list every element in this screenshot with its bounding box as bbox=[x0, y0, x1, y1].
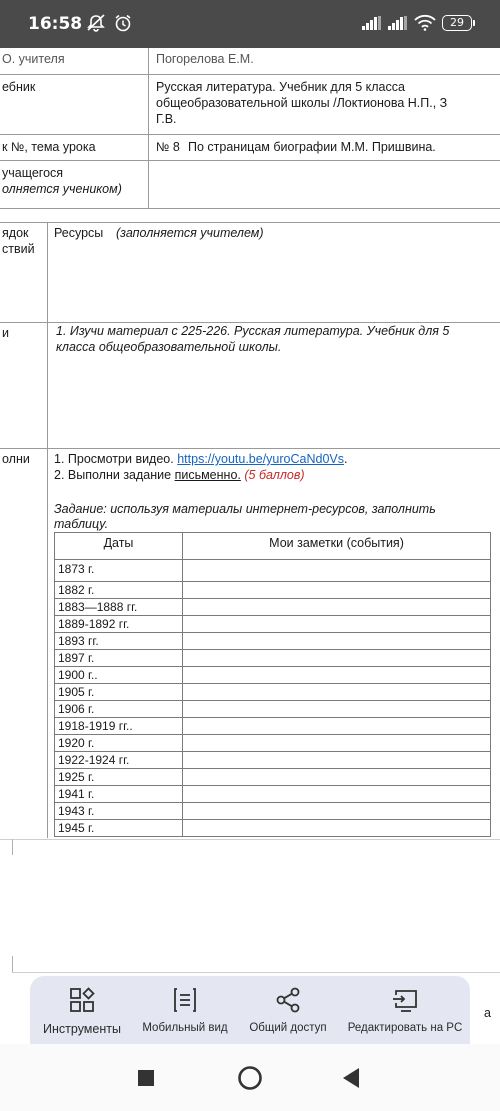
step2-label: олни bbox=[2, 452, 30, 466]
notes-cell[interactable] bbox=[183, 650, 491, 667]
mobile-view-label: Мобильный вид bbox=[142, 1022, 228, 1034]
column-header-notes: Мои заметки (события) bbox=[183, 533, 491, 560]
document-view[interactable] bbox=[0, 48, 500, 1020]
status-time: 16:58 bbox=[28, 14, 83, 34]
edge-letter: а bbox=[484, 1006, 491, 1020]
student-label-line1: учащегося bbox=[2, 166, 64, 180]
edit-on-pc-icon bbox=[391, 986, 419, 1014]
table-row: 1945 г. bbox=[55, 820, 491, 837]
notes-cell[interactable] bbox=[183, 786, 491, 803]
tools-label: Инструменты bbox=[43, 1022, 121, 1036]
lesson-label: к №, тема урока bbox=[2, 140, 96, 154]
step1-label: и bbox=[2, 326, 9, 340]
dates-table bbox=[54, 532, 491, 837]
edit-on-pc-label: Редактировать на PC bbox=[347, 1022, 463, 1034]
share-button[interactable] bbox=[236, 976, 340, 1044]
task-text-line1: Задание: используя материалы интернет-ресурсов, заполнить bbox=[54, 502, 436, 516]
resources-label: Ресурсы bbox=[54, 226, 104, 240]
points-badge: (5 баллов) bbox=[244, 468, 305, 482]
table-row: 1918-1919 гг.. bbox=[55, 718, 491, 735]
back-icon[interactable] bbox=[343, 1068, 359, 1093]
notes-cell[interactable] bbox=[183, 616, 491, 633]
table-row: 1889-1892 гг. bbox=[55, 616, 491, 633]
mobile-view-icon bbox=[171, 986, 199, 1014]
table-row: 1922-1924 гг. bbox=[55, 752, 491, 769]
table-row: 1883—1888 гг. bbox=[55, 599, 491, 616]
edit-on-pc-button[interactable] bbox=[340, 976, 470, 1044]
textbook-value-line3: Г.В. bbox=[156, 112, 177, 126]
table-row: 1900 г.. bbox=[55, 667, 491, 684]
notes-cell[interactable] bbox=[183, 667, 491, 684]
lesson-topic: По страницам биографии М.М. Пришвина. bbox=[188, 140, 436, 154]
share-icon bbox=[274, 986, 302, 1014]
share-label: Общий доступ bbox=[249, 1022, 327, 1034]
table-row: 1925 г. bbox=[55, 769, 491, 786]
table-row: 1893 гг. bbox=[55, 633, 491, 650]
table-row: 1905 г. bbox=[55, 684, 491, 701]
table-row: 1897 г. bbox=[55, 650, 491, 667]
recent-apps-icon[interactable] bbox=[138, 1070, 154, 1091]
teacher-value: Погорелова Е.М. bbox=[156, 52, 254, 66]
table-row: 1873 г. bbox=[55, 560, 491, 582]
notes-cell[interactable] bbox=[183, 820, 491, 837]
navigation-bar bbox=[0, 1044, 500, 1111]
textbook-label: ебник bbox=[2, 80, 36, 94]
lesson-number: № 8 bbox=[156, 140, 180, 154]
notes-cell[interactable] bbox=[183, 582, 491, 599]
notes-cell[interactable] bbox=[183, 718, 491, 735]
step1-text-line2: класса общеобразовательной школы. bbox=[56, 340, 282, 354]
table-row: 1882 г. bbox=[55, 582, 491, 599]
mute-icon bbox=[86, 14, 106, 37]
student-label-line2: олняется учеником) bbox=[2, 182, 122, 196]
bottom-toolbar bbox=[30, 976, 470, 1044]
step2-line1: 1. Просмотри видео. https://youtu.be/yuroCaNd0Vs. bbox=[54, 452, 348, 466]
column-header-dates: Даты bbox=[55, 533, 183, 560]
status-bar bbox=[0, 0, 500, 48]
tools-grid-icon bbox=[68, 986, 96, 1014]
step2-line2: 2. Выполни задание письменно. (5 баллов) bbox=[54, 468, 305, 482]
notes-cell[interactable] bbox=[183, 752, 491, 769]
tools-button[interactable] bbox=[30, 976, 134, 1044]
notes-cell[interactable] bbox=[183, 633, 491, 650]
task-text-line2: таблицу. bbox=[54, 517, 109, 531]
order-label-line2: ствий bbox=[2, 242, 35, 256]
step1-text-line1: 1. Изучи материал с 225-226. Русская литература. Учебник для 5 bbox=[56, 324, 450, 338]
cell-signal-2-icon bbox=[388, 16, 408, 30]
cell-signal-icon bbox=[362, 16, 382, 30]
order-label-line1: ядок bbox=[2, 226, 29, 240]
teacher-label: О. учителя bbox=[2, 52, 65, 66]
mobile-view-button[interactable] bbox=[134, 976, 236, 1044]
video-link[interactable]: https://youtu.be/yuroCaNd0Vs bbox=[177, 452, 344, 466]
notes-cell[interactable] bbox=[183, 599, 491, 616]
table-row: 1941 г. bbox=[55, 786, 491, 803]
home-icon[interactable] bbox=[237, 1065, 263, 1096]
notes-cell[interactable] bbox=[183, 701, 491, 718]
notes-cell[interactable] bbox=[183, 769, 491, 786]
alarm-icon bbox=[114, 14, 132, 37]
wifi-icon bbox=[414, 15, 436, 36]
table-row: 1906 г. bbox=[55, 701, 491, 718]
notes-cell[interactable] bbox=[183, 803, 491, 820]
textbook-value-line1: Русская литература. Учебник для 5 класса bbox=[156, 80, 405, 94]
table-row: 1943 г. bbox=[55, 803, 491, 820]
notes-cell[interactable] bbox=[183, 684, 491, 701]
textbook-value-line2: общеобразовательной школы /Локтионова Н.П., З bbox=[156, 96, 448, 110]
notes-cell[interactable] bbox=[183, 560, 491, 582]
resources-hint: (заполняется учителем) bbox=[116, 226, 264, 240]
notes-cell[interactable] bbox=[183, 735, 491, 752]
battery-indicator: 29 bbox=[442, 15, 472, 31]
table-row: 1920 г. bbox=[55, 735, 491, 752]
